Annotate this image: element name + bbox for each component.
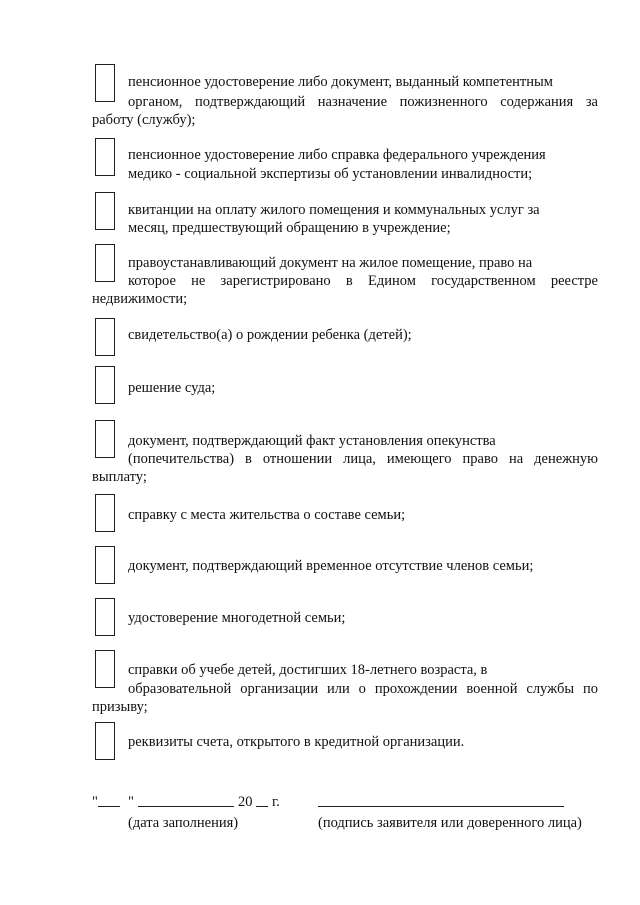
item-text: органом, подтверждающий назначение пожизненного содержания за xyxy=(128,94,598,110)
item-text: пенсионное удостоверение либо документ, выданный компетентным xyxy=(128,74,553,90)
checkbox[interactable] xyxy=(95,366,115,404)
checkbox[interactable] xyxy=(95,138,115,176)
checkbox[interactable] xyxy=(95,318,115,356)
day-field[interactable] xyxy=(98,794,120,807)
checkbox[interactable] xyxy=(95,546,115,584)
signature-caption: (подпись заявителя или доверенного лица) xyxy=(318,815,582,831)
year-suffix: г. xyxy=(272,794,280,810)
item-text: недвижимости; xyxy=(92,291,188,307)
item-text: документ, подтверждающий временное отсутствие членов семьи; xyxy=(128,558,534,574)
checkbox[interactable] xyxy=(95,494,115,532)
item-text: призыву; xyxy=(92,699,148,715)
checkbox[interactable] xyxy=(95,192,115,230)
item-text: свидетельство(а) о рождении ребенка (детей); xyxy=(128,327,412,343)
checkbox[interactable] xyxy=(95,598,115,636)
item-text: реквизиты счета, открытого в кредитной организации. xyxy=(128,734,465,750)
item-text: (попечительства) в отношении лица, имеющего право на денежную xyxy=(128,451,598,467)
item-text: квитанции на оплату жилого помещения и коммунальных услуг за xyxy=(128,202,540,218)
date-caption: (дата заполнения) xyxy=(128,815,239,831)
item-text: выплату; xyxy=(92,469,147,485)
item-text: документ, подтверждающий факт установления опекунства xyxy=(128,433,496,449)
item-text: решение суда; xyxy=(128,380,216,396)
month-field[interactable] xyxy=(138,794,234,807)
item-text: работу (службу); xyxy=(92,112,196,128)
checkbox[interactable] xyxy=(95,64,115,102)
date-quote-close: " xyxy=(128,794,134,810)
item-text: пенсионное удостоверение либо справка федерального учреждения xyxy=(128,147,546,163)
item-text: справки об учебе детей, достигших 18-летнего возраста, в xyxy=(128,662,488,678)
item-text: месяц, предшествующий обращению в учреждение; xyxy=(128,220,451,236)
item-text: которое не зарегистрировано в Едином государственном реестре xyxy=(128,273,598,289)
item-text: медико - социальной экспертизы об установлении инвалидности; xyxy=(128,166,533,182)
checkbox[interactable] xyxy=(95,650,115,688)
item-text: образовательной организации или о прохождении военной службы по xyxy=(128,681,598,697)
date-quote-open: " xyxy=(92,794,98,810)
year-prefix: 20 xyxy=(238,794,253,810)
item-text: справку с места жительства о составе семьи; xyxy=(128,507,406,523)
checkbox[interactable] xyxy=(95,722,115,760)
year-field[interactable] xyxy=(256,794,268,807)
checkbox[interactable] xyxy=(95,244,115,282)
item-text: удостоверение многодетной семьи; xyxy=(128,610,346,626)
checkbox[interactable] xyxy=(95,420,115,458)
signature-field[interactable] xyxy=(318,794,564,807)
item-text: правоустанавливающий документ на жилое помещение, право на xyxy=(128,255,533,271)
